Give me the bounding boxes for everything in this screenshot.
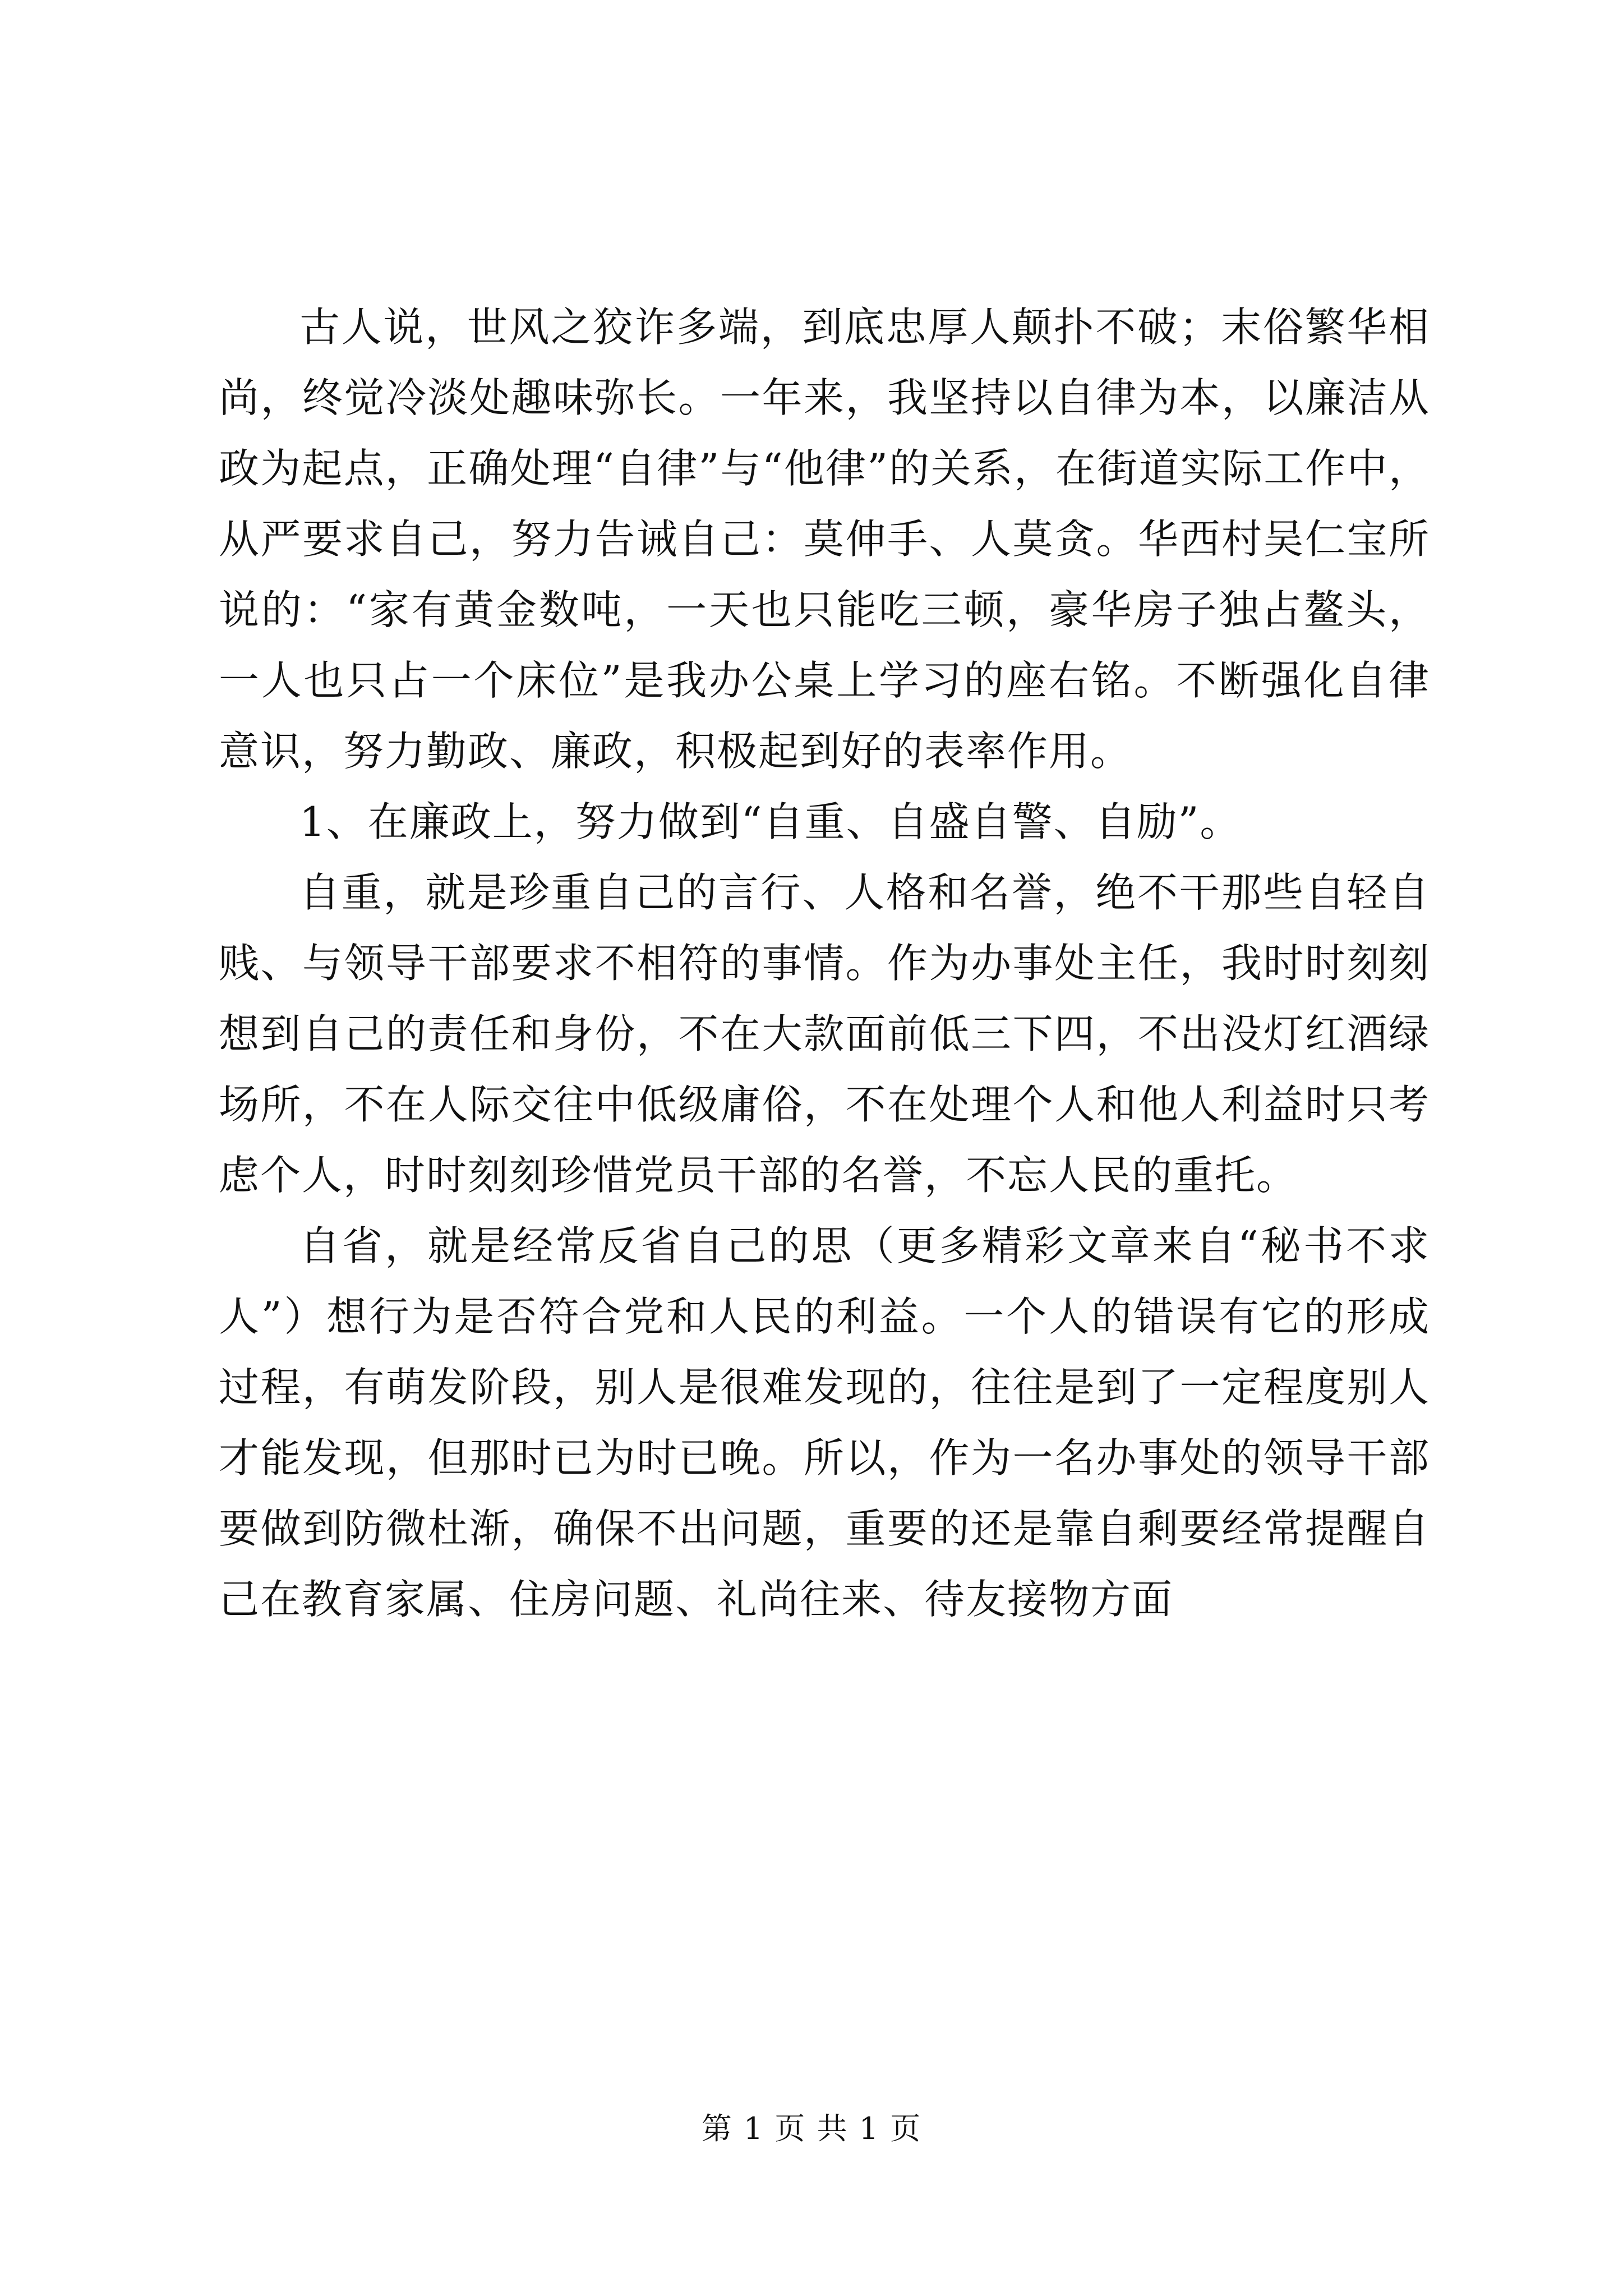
paragraph-self-reflection: 自省，就是经常反省自己的思（更多精彩文章来自“秘书不求人”）想行为是否符合党和人民的利益。一个人的错误有它的形成过程，有萌发阶段，别人是很难发现的，往往是到了一定程度别人才能发现，但那时已为时已晚。所以，作为一名办事处的领导干部要做到防微杜渐，确保不出问题，重要的还是靠自剩要经常提醒自己在教育家属、住房问题、礼尚往来、待友接物方面: [219, 1222, 1430, 1623]
paragraph-self-respect: 自重，就是珍重自己的言行、人格和名誉，绝不干那些自轻自贱、与领导干部要求不相符的事情。作为办事处主任，我时时刻刻想到自己的责任和身份，不在大款面前低三下四，不出没灯红酒绿场所，不在人际交往中低级庸俗，不在处理个人和他人利益时只考虑个人，时时刻刻珍惜党员干部的名誉，不忘人民的重托。: [219, 869, 1430, 1199]
document-body: [219, 292, 1430, 1635]
paragraph-self-discipline-intro: 古人说，世风之狡诈多端，到底忠厚人颠扑不破；末俗繁华相尚，终觉冷淡处趣味弥长。一年来，我坚持以自律为本，以廉洁从政为起点，正确处理“自律”与“他律”的关系，在街道实际工作中，从严要求自己，努力告诫自己：莫伸手、人莫贪。华西村吴仁宝所说的：“家有黄金数吨，一天也只能吃三顿，豪华房子独占鳌头，一人也只占一个床位”是我办公桌上学习的座右铭。不断强化自律意识，努力勤政、廉政，积极起到好的表率作用。: [219, 303, 1430, 775]
paragraph-point-one-heading: 1、在廉政上，努力做到“自重、自盛自警、自励”。: [299, 798, 1242, 845]
page-number-footer: 第 1 页 共 1 页: [701, 2111, 922, 2146]
